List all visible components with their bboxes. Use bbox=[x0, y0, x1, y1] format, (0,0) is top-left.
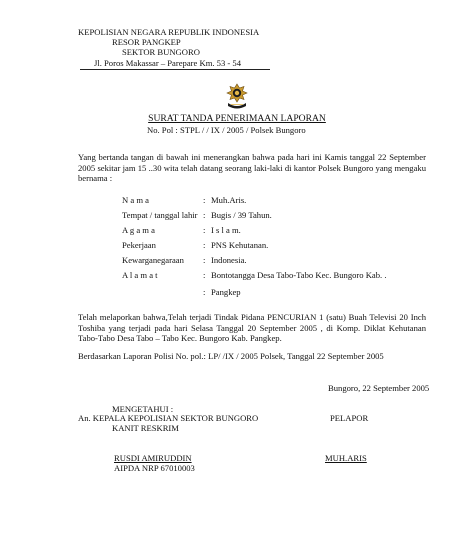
identity-label: Kewarganegaraan bbox=[122, 255, 184, 265]
police-emblem-icon bbox=[224, 83, 250, 109]
office-line-2: KANIT RESKRIM bbox=[112, 423, 179, 433]
identity-value: Indonesia. bbox=[211, 255, 247, 265]
identity-value: Muh.Aris. bbox=[211, 195, 247, 205]
place-date: Bungoro, 22 September 2005 bbox=[328, 383, 430, 393]
intro-paragraph: Yang bertanda tangan di bawah ini menerangkan bahwa pada hari ini Kamis tanggal 22 September 2005 sekitar jam 15 ..30 wita telah datang seorang laki-laki di kantor Polsek Bungoro yang mengaku bernama : bbox=[78, 152, 426, 183]
identity-label: N a m a bbox=[122, 195, 149, 205]
identity-value: Bontotangga Desa Tabo-Tabo Kec. Bungoro Kab. . bbox=[211, 270, 387, 280]
reporter-name: MUH.ARIS bbox=[325, 453, 367, 463]
header-line-1: KEPOLISIAN NEGARA REPUBLIK INDONESIA bbox=[78, 27, 260, 37]
document-title: SURAT TANDA PENERIMAAN LAPORAN bbox=[148, 113, 326, 124]
identity-value: I s l a m. bbox=[211, 225, 241, 235]
identity-label: Pekerjaan bbox=[122, 240, 156, 250]
identity-label: A l a m a t bbox=[122, 270, 158, 280]
report-basis: Berdasarkan Laporan Polisi No. pol.: LP/ /IX / 2005 Polsek, Tanggal 22 September 2005 bbox=[78, 351, 384, 361]
identity-separator: : bbox=[203, 225, 206, 235]
identity-value: Pangkep bbox=[211, 287, 241, 297]
officer-rank: AIPDA NRP 67010003 bbox=[114, 463, 195, 473]
identity-label: Tempat / tanggal lahir bbox=[122, 210, 198, 220]
identity-separator: : bbox=[203, 195, 206, 205]
header-line-3: SEKTOR BUNGORO bbox=[122, 47, 200, 57]
identity-separator: : bbox=[203, 255, 206, 265]
office-line-1: An. KEPALA KEPOLISIAN SEKTOR BUNGORO bbox=[78, 413, 259, 423]
header-underline bbox=[80, 69, 270, 70]
identity-label: A g a m a bbox=[122, 225, 155, 235]
reporter-title: PELAPOR bbox=[330, 413, 369, 423]
identity-separator: : bbox=[203, 210, 206, 220]
report-paragraph: Telah melaporkan bahwa,Telah terjadi Tindak Pidana PENCURIAN 1 (satu) Buah Televisi 20 Inch Toshiba yang terjadi pada hari Selasa Tanggal 20 September 2005 , di Komp. Diklat Kehutanan Tabo-Tabo Desa Tabo – Tabo Kec. Bungoro Kab. Pangkep. bbox=[78, 312, 426, 343]
identity-separator: : bbox=[203, 270, 206, 280]
identity-separator: : bbox=[203, 240, 206, 250]
header-address: Jl. Poros Makassar – Parepare Km. 53 - 54 bbox=[94, 58, 242, 68]
header-line-2: RESOR PANGKEP bbox=[112, 37, 181, 47]
knowing-label: MENGETAHUI : bbox=[112, 404, 174, 414]
identity-separator: : bbox=[203, 287, 206, 297]
officer-name: RUSDI AMIRUDDIN bbox=[114, 453, 192, 463]
document-number: No. Pol : STPL / / IX / 2005 / Polsek Bungoro bbox=[147, 125, 306, 135]
identity-value: Bugis / 39 Tahun. bbox=[211, 210, 272, 220]
identity-value: PNS Kehutanan. bbox=[211, 240, 269, 250]
